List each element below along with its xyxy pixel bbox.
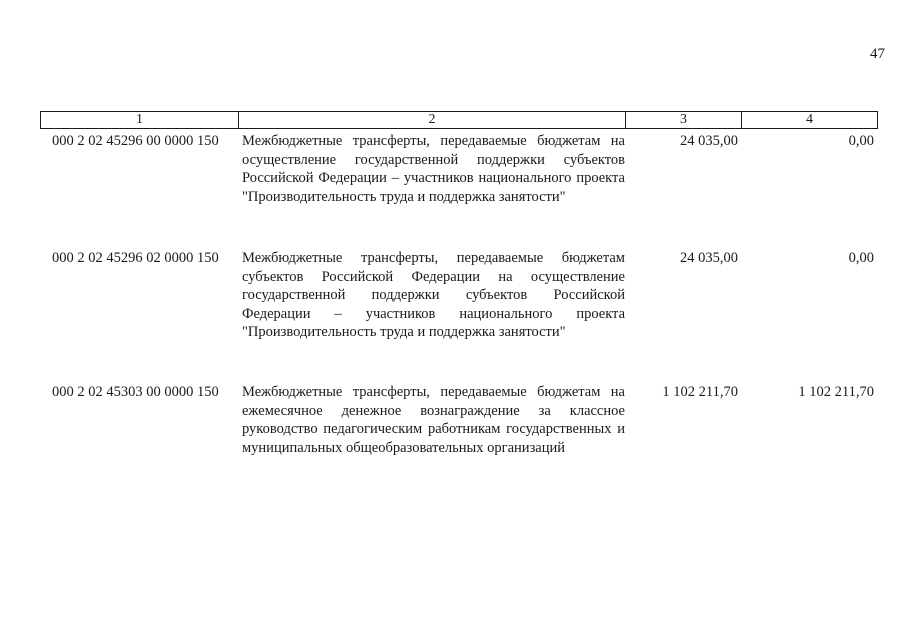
- value-col-3: 1 102 211,70: [662, 384, 738, 400]
- value-col-4: 0,00: [848, 250, 874, 266]
- value-col-4: 1 102 211,70: [798, 384, 874, 400]
- header-col-1: 1: [41, 112, 239, 128]
- header-col-3: 3: [626, 112, 742, 128]
- value-col-3: 24 035,00: [680, 250, 738, 266]
- page-number: 47: [870, 46, 885, 62]
- row-description: Межбюджетные трансферты, передаваемые бюджетам на ежемесячное денежное вознаграждение за классное руководство педагогическим работникам государственных и муниципальных общеобразовательных организаций: [242, 384, 625, 456]
- row-description: Межбюджетные трансферты, передаваемые бюджетам на осуществление государственной поддержки субъектов Российской Федерации – участников национального проекта "Производительность труда и поддержка занятости": [242, 133, 625, 205]
- value-col-3: 24 035,00: [680, 133, 738, 149]
- row-description: Межбюджетные трансферты, передаваемые бюджетам субъектов Российской Федерации на осуществление государственной поддержки субъектов Российской Федерации – участников национального проекта "Производительность труда и поддержка занятости": [242, 250, 625, 340]
- table-header: [40, 111, 878, 129]
- budget-code: 000 2 02 45296 00 0000 150: [52, 133, 219, 149]
- header-col-4: 4: [806, 112, 813, 127]
- budget-code: 000 2 02 45296 02 0000 150: [52, 250, 219, 266]
- budget-code: 000 2 02 45303 00 0000 150: [52, 384, 219, 400]
- value-col-4: 0,00: [848, 133, 874, 149]
- header-col-2: 2: [239, 112, 626, 128]
